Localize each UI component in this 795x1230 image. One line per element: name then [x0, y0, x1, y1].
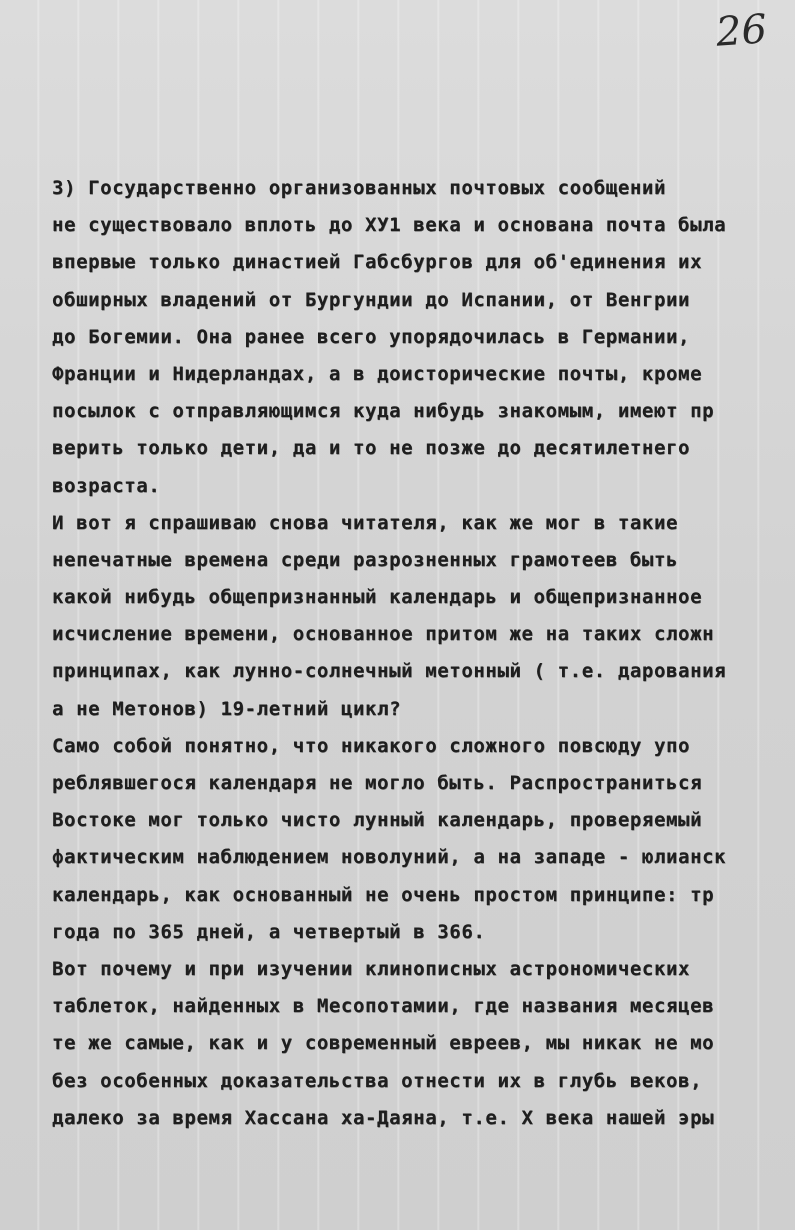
text-line: обширных владений от Бургундии до Испании, от Венгрии [52, 288, 691, 311]
text-line: исчисление времени, основанное притом же на таких сложн [52, 623, 715, 646]
text-line: непечатные времена среди разрозненных грамотеев быть [52, 548, 679, 571]
page-number: 26 [714, 6, 769, 56]
text-line: принципах, как лунно-солнечный метонный ( т.е. дарования [52, 660, 727, 683]
text-line: посылок с отправляющимся куда нибудь знакомым, имеют пр [52, 400, 715, 423]
text-line: года по 365 дней, а четвертый в 366. [52, 920, 486, 943]
text-line: впервые только династией Габсбургов для об'единения их [52, 251, 703, 274]
text-line: те же самые, как и у современный евреев, мы никак не мо [52, 1032, 715, 1055]
text-line: возраста. [52, 474, 161, 497]
text-line: Франции и Нидерландах, а в доисторические почты, кроме [52, 362, 703, 385]
text-line: реблявшегося календаря не могло быть. Распространиться [52, 772, 703, 794]
text-line: Востоке мог только чисто лунный календарь, проверяемый [52, 809, 703, 832]
text-line: без особенных доказательства отнести их в глубь веков, [52, 1069, 703, 1092]
text-line: а не Метонов) 19-летний цикл? [52, 697, 402, 720]
text-line: какой нибудь общепризнанный календарь и общепризнанное [52, 586, 703, 609]
text-line: далеко за время Хассана ха-Даяна, т.е. Х века нашей эры [52, 1106, 715, 1129]
typewritten-text [52, 170, 772, 1137]
text-line: Вот почему и при изучении клинописных астрономических [52, 957, 691, 980]
text-line: фактическим наблюдением новолуний, а на западе - юлианск [52, 846, 727, 869]
text-line: календарь, как основанный не очень простом принципе: тр [52, 883, 715, 906]
text-line: верить только дети, да и то не позже до десятилетнего [52, 437, 691, 460]
text-line: не существовало вплоть до ХУ1 века и основана почта была [52, 214, 727, 237]
text-line: 3) Государственно организованных почтовых сообщений [52, 177, 666, 199]
text-line: таблеток, найденных в Месопотамии, где названия месяцев [52, 995, 715, 1018]
text-line: до Богемии. Она ранее всего упорядочилась в Германии, [52, 325, 691, 348]
text-line: Само собой понятно, что никакого сложного повсюду упо [52, 734, 691, 757]
text-line: И вот я спрашиваю снова читателя, как же мог в такие [52, 511, 679, 534]
